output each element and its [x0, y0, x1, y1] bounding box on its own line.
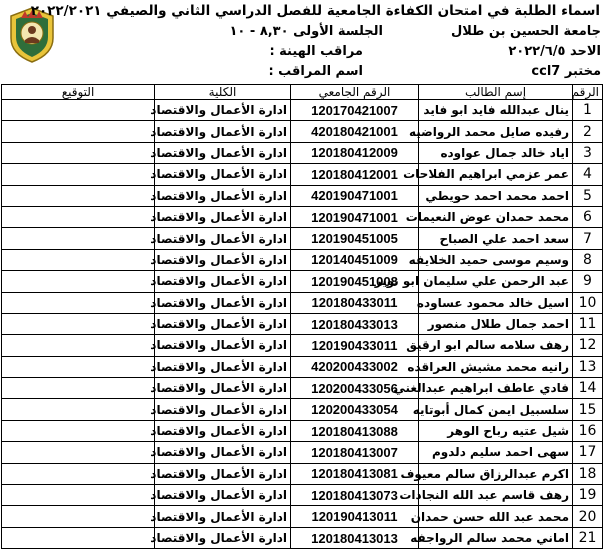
observer-label: اسم المراقب :: [268, 64, 363, 79]
signature-cell: [2, 335, 155, 356]
student-name: رفيده صايل محمد الرواضيه: [419, 121, 573, 142]
student-name: عبد الرحمن علي سليمان ابو نوير: [419, 271, 573, 292]
student-name: رهف سلامه سالم ابو ارقيق: [419, 335, 573, 356]
college-name: ادارة الأعمال والاقتصاد: [155, 313, 291, 334]
table-row: [2, 121, 603, 142]
table-header-row: [2, 85, 603, 100]
row-number: 9: [573, 271, 603, 292]
signature-cell: [2, 121, 155, 142]
session-info: الجلسة الأولى ٨,٣٠ - ١٠: [229, 24, 383, 39]
signature-cell: [2, 506, 155, 527]
table-row: [2, 292, 603, 313]
student-name: اسيل خالد محمود عساوده: [419, 292, 573, 313]
row-number: 6: [573, 206, 603, 227]
table-row: [2, 142, 603, 163]
row-number: 7: [573, 228, 603, 249]
signature-cell: [2, 313, 155, 334]
student-name: فادي عاطف ابراهيم عبدالغني: [419, 378, 573, 399]
row-number: 4: [573, 164, 603, 185]
row-number: 17: [573, 442, 603, 463]
table-row: [2, 356, 603, 377]
exam-date: الاحد ٢٠٢٢/٦/٥: [508, 44, 601, 59]
signature-cell: [2, 356, 155, 377]
proctor-label: مراقب الهينة :: [269, 44, 363, 59]
student-id: 120180412009: [291, 142, 419, 163]
college-name: ادارة الأعمال والاقتصاد: [155, 100, 291, 121]
signature-cell: [2, 463, 155, 484]
student-name: ينال عبدالله فايد ابو فايد: [419, 100, 573, 121]
college-name: ادارة الأعمال والاقتصاد: [155, 228, 291, 249]
student-name: رهف قاسم عبد الله النجادات: [419, 485, 573, 506]
college-name: ادارة الأعمال والاقتصاد: [155, 527, 291, 548]
college-name: ادارة الأعمال والاقتصاد: [155, 485, 291, 506]
table-row: [2, 185, 603, 206]
row-number: 16: [573, 420, 603, 441]
row-number: 13: [573, 356, 603, 377]
header-name: إسم الطالب: [419, 85, 573, 100]
row-number: 5: [573, 185, 603, 206]
table-row: [2, 335, 603, 356]
student-id: 120180412001: [291, 164, 419, 185]
lab-name: مختبر ccl7: [531, 64, 601, 79]
table-row: [2, 527, 603, 548]
signature-cell: [2, 378, 155, 399]
signature-cell: [2, 527, 155, 548]
page-title: اسماء الطلبة في امتحان الكفاءة الجامعية للفصل الدراسي الثاني والصيفي ٢٠٢٢/٢٠٢١: [30, 3, 600, 19]
row-number: 10: [573, 292, 603, 313]
student-name: احمد محمد احمد حويطي: [419, 185, 573, 206]
student-id: 420190471001: [291, 185, 419, 206]
student-id: 420180421001: [291, 121, 419, 142]
student-id: 120190433011: [291, 335, 419, 356]
signature-cell: [2, 228, 155, 249]
college-name: ادارة الأعمال والاقتصاد: [155, 442, 291, 463]
row-number: 21: [573, 527, 603, 548]
student-name: عمر عزمي ابراهيم الفلاحات: [419, 164, 573, 185]
student-id: 120200433054: [291, 399, 419, 420]
student-name: محمد حمدان عوض النعيمات: [419, 206, 573, 227]
student-id: 120180413088: [291, 420, 419, 441]
student-name: اكرم عبدالرزاق سالم معيوف: [419, 463, 573, 484]
table-row: [2, 399, 603, 420]
college-name: ادارة الأعمال والاقتصاد: [155, 121, 291, 142]
students-table: [1, 84, 603, 549]
row-number: 12: [573, 335, 603, 356]
college-name: ادارة الأعمال والاقتصاد: [155, 399, 291, 420]
row-number: 20: [573, 506, 603, 527]
student-name: وسيم موسى حميد الخلايفه: [419, 249, 573, 270]
signature-cell: [2, 100, 155, 121]
table-row: [2, 420, 603, 441]
college-name: ادارة الأعمال والاقتصاد: [155, 206, 291, 227]
student-name: اياد خالد جمال عواوده: [419, 142, 573, 163]
college-name: ادارة الأعمال والاقتصاد: [155, 356, 291, 377]
table-row: [2, 463, 603, 484]
signature-cell: [2, 185, 155, 206]
signature-cell: [2, 271, 155, 292]
student-id: 120190413011: [291, 506, 419, 527]
table-row: [2, 164, 603, 185]
table-row: [2, 485, 603, 506]
row-number: 18: [573, 463, 603, 484]
table-row: [2, 271, 603, 292]
student-name: احمد جمال طلال منصور: [419, 313, 573, 334]
student-name: رانيه محمد مشيش العراقده: [419, 356, 573, 377]
signature-cell: [2, 420, 155, 441]
college-name: ادارة الأعمال والاقتصاد: [155, 378, 291, 399]
table-row: [2, 206, 603, 227]
college-name: ادارة الأعمال والاقتصاد: [155, 249, 291, 270]
college-name: ادارة الأعمال والاقتصاد: [155, 292, 291, 313]
signature-cell: [2, 249, 155, 270]
student-name: سلسبيل ايمن كمال أبوتايه: [419, 399, 573, 420]
student-name: سهى احمد سليم دلدوم: [419, 442, 573, 463]
table-row: [2, 228, 603, 249]
student-id: 120190451005: [291, 228, 419, 249]
row-number: 19: [573, 485, 603, 506]
document-header: [0, 0, 603, 84]
college-name: ادارة الأعمال والاقتصاد: [155, 271, 291, 292]
table-body: [2, 100, 603, 549]
table-row: [2, 442, 603, 463]
college-name: ادارة الأعمال والاقتصاد: [155, 185, 291, 206]
signature-cell: [2, 206, 155, 227]
student-id: 120180433013: [291, 313, 419, 334]
student-id: 120190471001: [291, 206, 419, 227]
row-number: 15: [573, 399, 603, 420]
row-number: 2: [573, 121, 603, 142]
row-number: 1: [573, 100, 603, 121]
student-id: 120190451008: [291, 271, 419, 292]
header-id: الرقم الجامعي: [291, 85, 419, 100]
college-name: ادارة الأعمال والاقتصاد: [155, 463, 291, 484]
signature-cell: [2, 442, 155, 463]
student-name: محمد عبد الله حسن حمدان: [419, 506, 573, 527]
student-id: 120170421007: [291, 100, 419, 121]
signature-cell: [2, 399, 155, 420]
header-signature: التوقيع: [2, 85, 155, 100]
row-number: 11: [573, 313, 603, 334]
header-num: الرقم: [573, 85, 603, 100]
table-row: [2, 506, 603, 527]
student-id: 120200433056: [291, 378, 419, 399]
college-name: ادارة الأعمال والاقتصاد: [155, 142, 291, 163]
row-number: 14: [573, 378, 603, 399]
student-name: اماني محمد سالم الرواجفه: [419, 527, 573, 548]
student-id: 120140451009: [291, 249, 419, 270]
signature-cell: [2, 485, 155, 506]
college-name: ادارة الأعمال والاقتصاد: [155, 164, 291, 185]
header-college: الكلية: [155, 85, 291, 100]
signature-cell: [2, 292, 155, 313]
student-id: 120180413007: [291, 442, 419, 463]
row-number: 3: [573, 142, 603, 163]
college-name: ادارة الأعمال والاقتصاد: [155, 506, 291, 527]
table-row: [2, 313, 603, 334]
student-id: 120180433011: [291, 292, 419, 313]
signature-cell: [2, 164, 155, 185]
signature-cell: [2, 142, 155, 163]
student-id: 120180413081: [291, 463, 419, 484]
college-name: ادارة الأعمال والاقتصاد: [155, 420, 291, 441]
student-name: سعد احمد علي الصباح: [419, 228, 573, 249]
table-row: [2, 249, 603, 270]
table-row: [2, 100, 603, 121]
student-id: 420200433002: [291, 356, 419, 377]
table-row: [2, 378, 603, 399]
student-name: شيل عتيه رباح الوهر: [419, 420, 573, 441]
student-id: 120180413073: [291, 485, 419, 506]
student-id: 120180413013: [291, 527, 419, 548]
university-name: جامعة الحسين بن طلال: [450, 24, 601, 39]
row-number: 8: [573, 249, 603, 270]
college-name: ادارة الأعمال والاقتصاد: [155, 335, 291, 356]
